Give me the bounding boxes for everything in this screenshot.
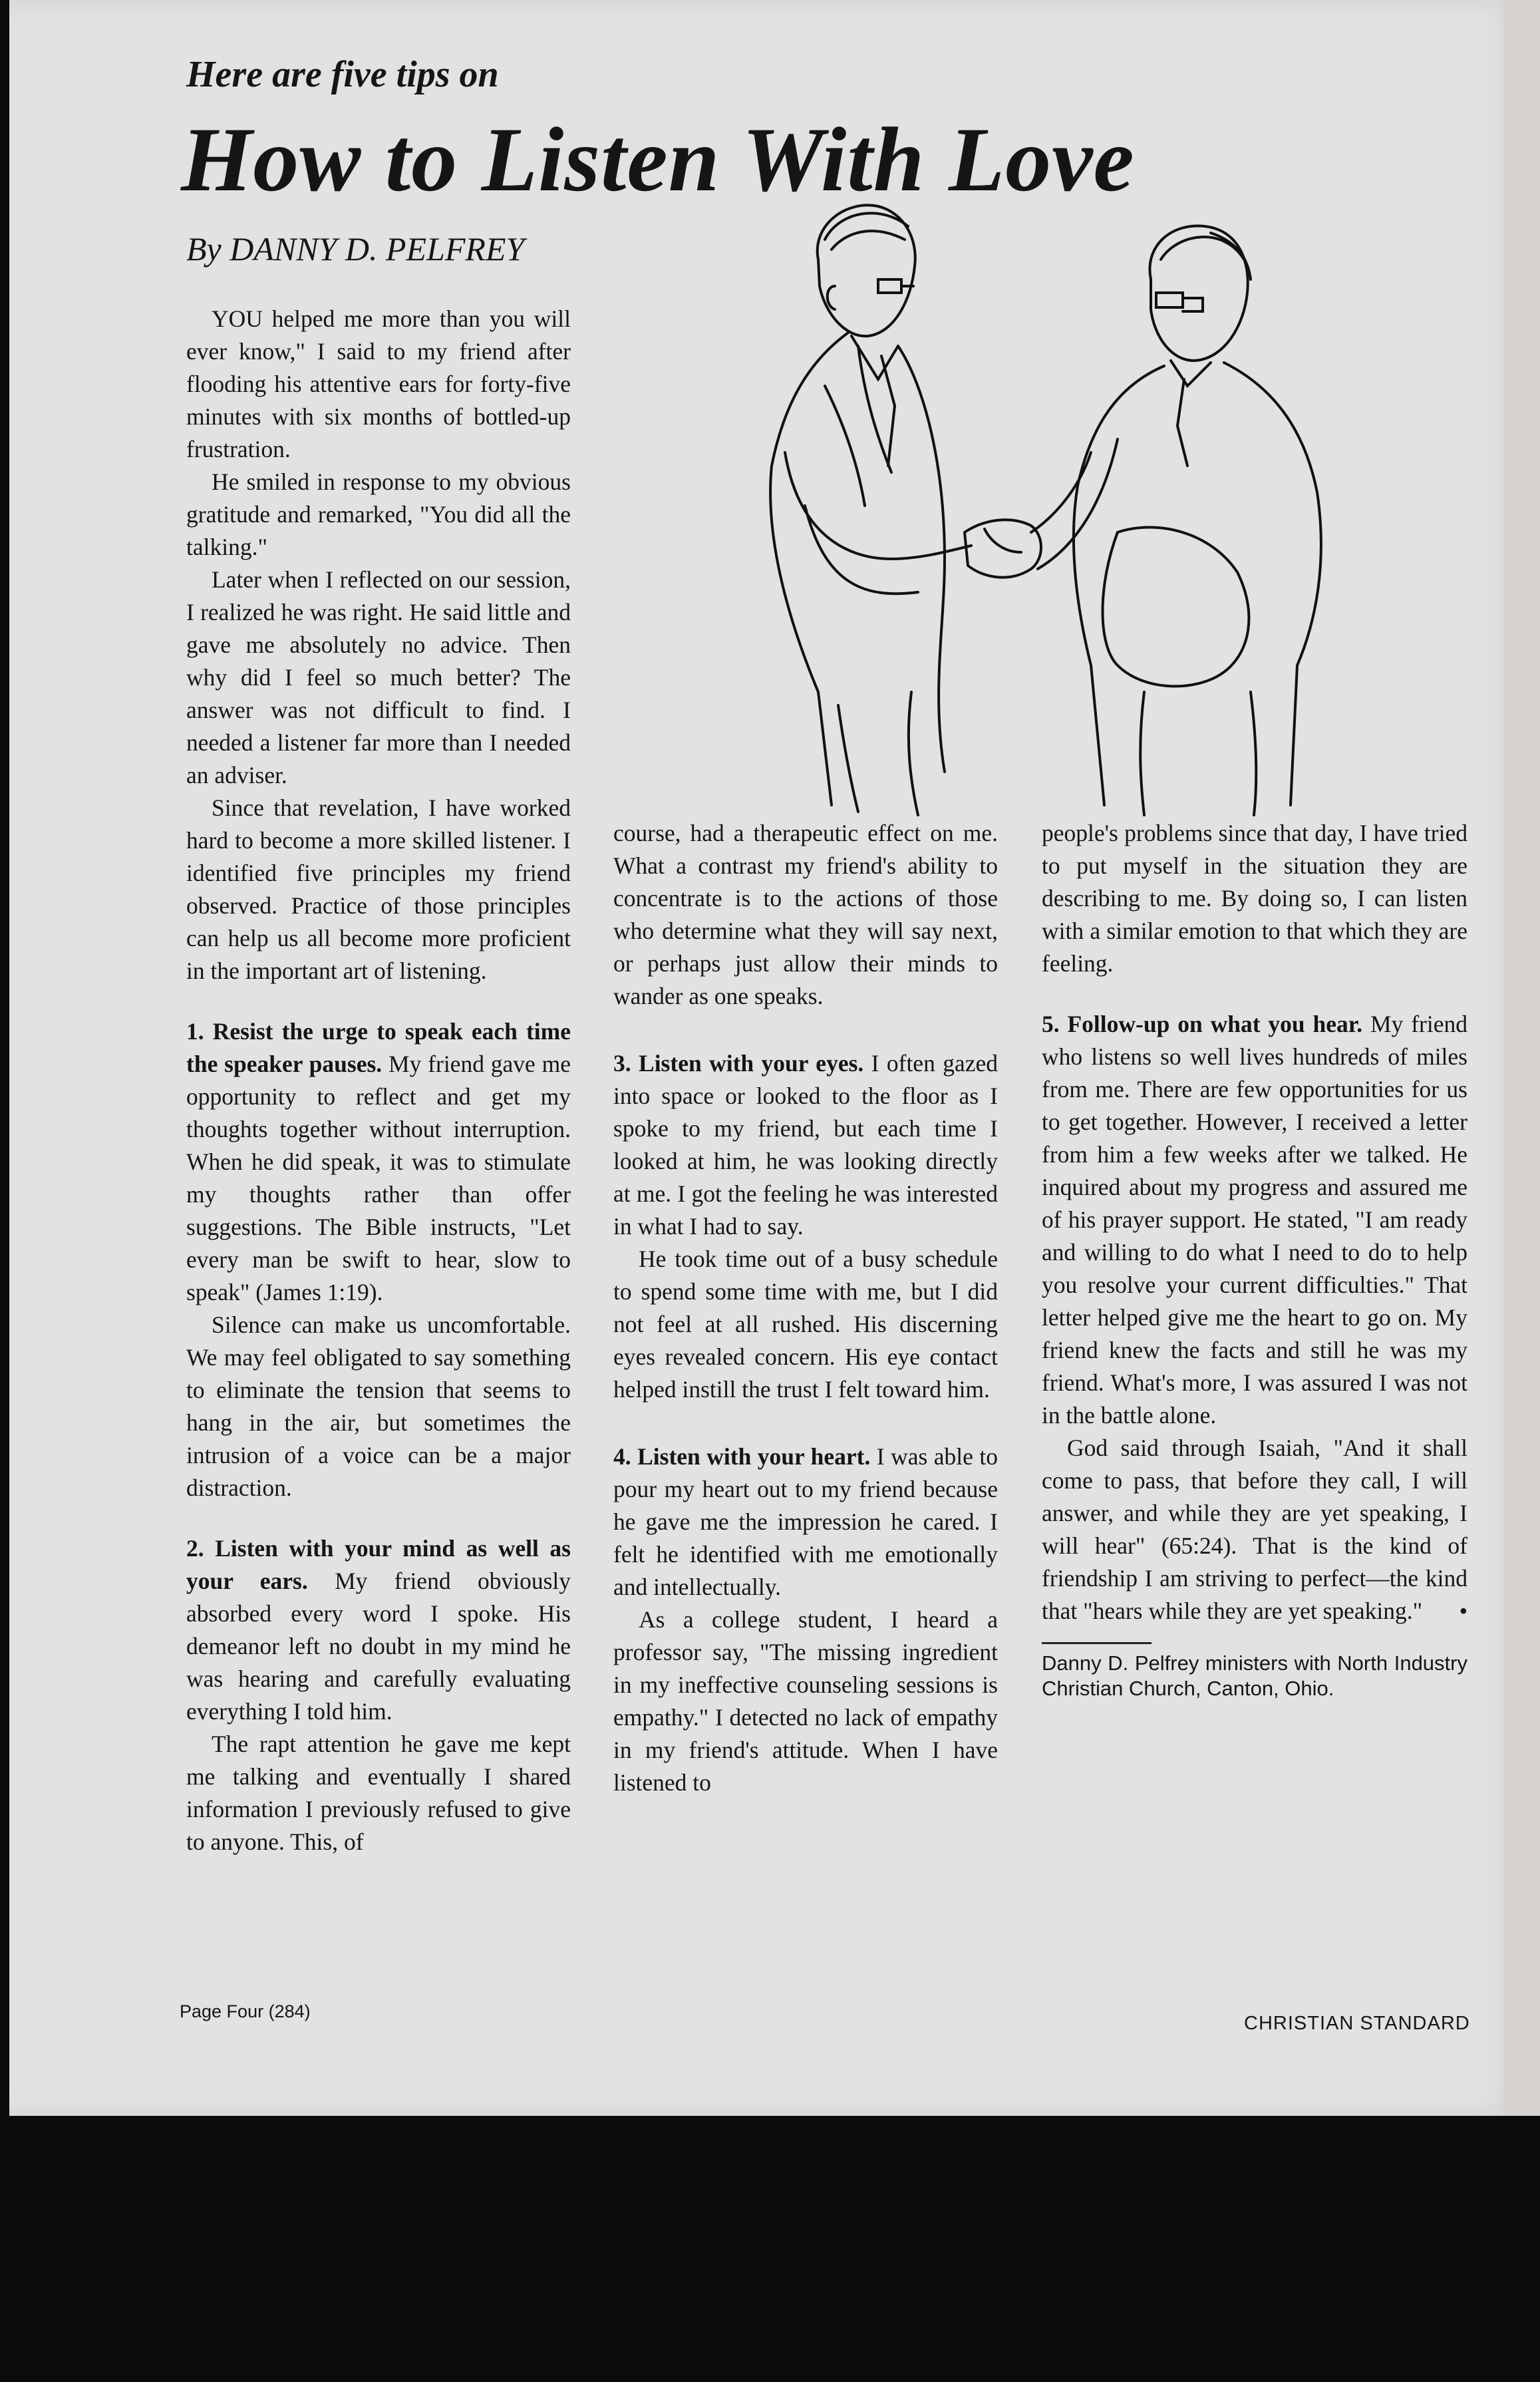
article-title: How to Listen With Love <box>181 108 1135 210</box>
left-man-head <box>818 205 915 336</box>
handshake-hands <box>965 520 1041 577</box>
paragraph <box>1042 1432 1467 1627</box>
tip-5 <box>1042 1008 1467 1432</box>
tip-1-text: My friend gave me opportunity to reflect and get my thoughts together without interruption. When he did speak, it was to stimulate my thoughts rather than offer suggestions. The Bible instructs, "Let every man be swift to hear, slow to speak" (James 1:19). <box>186 1051 571 1305</box>
left-man-lapel <box>825 346 891 506</box>
tip-2 <box>186 1532 571 1728</box>
paragraph: Later when I reflected on our session, I realized he was right. He said little and gave me absolutely no advice. Then why did I feel so much better? The answer was not difficult to find. I needed a listener far more than I needed an adviser. <box>186 566 571 788</box>
paragraph: Since that revelation, I have worked hard to become a more skilled listener. I identified five principles my friend observed. Practice of those principles can help us all become more proficient in the important art of listening. <box>186 794 571 984</box>
article-kicker: Here are five tips on <box>186 54 499 95</box>
paragraph: course, had a therapeutic effect on me. What a contrast my friend's ability to concentrate is to the actions of those who determine what they will say next, or perhaps just allow their minds to wander as one speaks. <box>613 820 998 1009</box>
next-page-edge <box>1503 0 1540 2116</box>
tip-3-heading: 3. Listen with your eyes. <box>613 1050 864 1077</box>
tip-4-heading: 4. Listen with your heart. <box>613 1443 871 1470</box>
left-man-glasses <box>878 279 913 293</box>
article-byline: By DANNY D. PELFREY <box>186 230 525 267</box>
paragraph: As a college student, I heard a professor say, "The missing ingredient in my ineffective counseling sessions is empathy." I detected no lack of empathy in my friend's attitude. When I have listened to <box>613 1606 998 1796</box>
tip-4-text: I was able to pour my heart out to my friend because he gave me the impression he cared. I felt he identified with me emotionally and intellectually. <box>613 1443 998 1600</box>
tip-1-heading: 1. Resist the urge to speak each time the speaker pauses. <box>186 1018 571 1077</box>
paragraph: Silence can make us uncomfortable. We may feel obligated to say something to eliminate the tension that seems to hang in the air, but sometimes the intrusion of a voice can be a major distraction. <box>186 1311 571 1501</box>
tip-1 <box>186 1015 571 1309</box>
text-column-2 <box>613 817 998 1799</box>
paragraph: He smiled in response to my obvious gratitude and remarked, "You did all the talking." <box>186 468 571 560</box>
right-man-coat-over-arm <box>1103 528 1249 687</box>
tip-2-heading: 2. Listen with your mind as well as your ears. <box>186 1535 571 1594</box>
right-man-tie <box>1177 379 1187 466</box>
tip-5-text: My friend who listens so well lives hundreds of miles from me. There are few opportunities for us to get together. However, I received a letter from him a few weeks after we talked. He inquired about my progress and assured me of his prayer support. He stated, "I am ready and willing to do what I need to do to help you resolve your current difficulties." That letter helped give me the heart to go on. My friend knew the facts and still he was my friend. What's more, I was assured I was not in the battle alone. <box>1042 1011 1467 1429</box>
author-bio: Danny D. Pelfrey ministers with North Industry Christian Church, Canton, Ohio. <box>1042 1651 1467 1700</box>
paragraph: He took time out of a busy schedule to spend some time with me, but I did not feel at all rushed. His discerning eyes revealed concern. His eye contact helped instill the trust I felt toward him. <box>613 1246 998 1403</box>
left-man-legs <box>838 692 918 815</box>
right-man-legs <box>1140 692 1256 815</box>
paragraph: people's problems since that day, I have tried to put myself in the situation they are describing to me. By doing so, I can listen with a similar emotion to that which they are feeling. <box>1042 820 1467 977</box>
right-man-jacket <box>1074 363 1321 805</box>
closing-paragraph: God said through Isaiah, "And it shall come to pass, that before they call, I will answer, and while they are yet speaking, I will hear" (65:24). That is the kind of friendship I am striving to perfect—the kind that "hears while they are yet speaking." <box>1042 1435 1467 1624</box>
text-column-1 <box>186 303 571 1858</box>
tip-5-heading: 5. Follow-up on what you hear. <box>1042 1011 1363 1037</box>
right-man-collar <box>1171 361 1211 386</box>
tip-4 <box>613 1441 998 1604</box>
left-man-jacket <box>770 333 945 805</box>
handshake-illustration <box>745 186 1344 818</box>
bio-rule <box>1042 1642 1152 1644</box>
paragraph: YOU helped me more than you will ever know," I said to my friend after flooding his attentive ears for forty-five minutes with six months of bottled-up frustration. <box>186 305 571 462</box>
text-column-3 <box>1042 817 1467 1701</box>
left-man-hair <box>825 213 908 250</box>
publication-name: CHRISTIAN STANDARD <box>1244 2013 1470 2034</box>
tip-3 <box>613 1047 998 1243</box>
left-man-ear <box>828 286 835 309</box>
tip-3-text: I often gazed into space or looked to the floor as I spoke to my friend, but each time I looked at him, he was looking directly at me. I got the feeling he was interested in what I had to say. <box>613 1050 998 1240</box>
end-mark: • <box>1459 1598 1467 1624</box>
paragraph: The rapt attention he gave me kept me talking and eventually I shared information I previously refused to give to anyone. This, of <box>186 1731 571 1855</box>
page-number: Page Four (284) <box>180 2001 311 2021</box>
right-man-hair <box>1161 233 1251 279</box>
tip-2-text: My friend obviously absorbed every word I spoke. His demeanor left no doubt in my mind he was hearing and carefully evaluating everything I told him. <box>186 1568 571 1725</box>
right-man-glasses <box>1156 293 1203 311</box>
